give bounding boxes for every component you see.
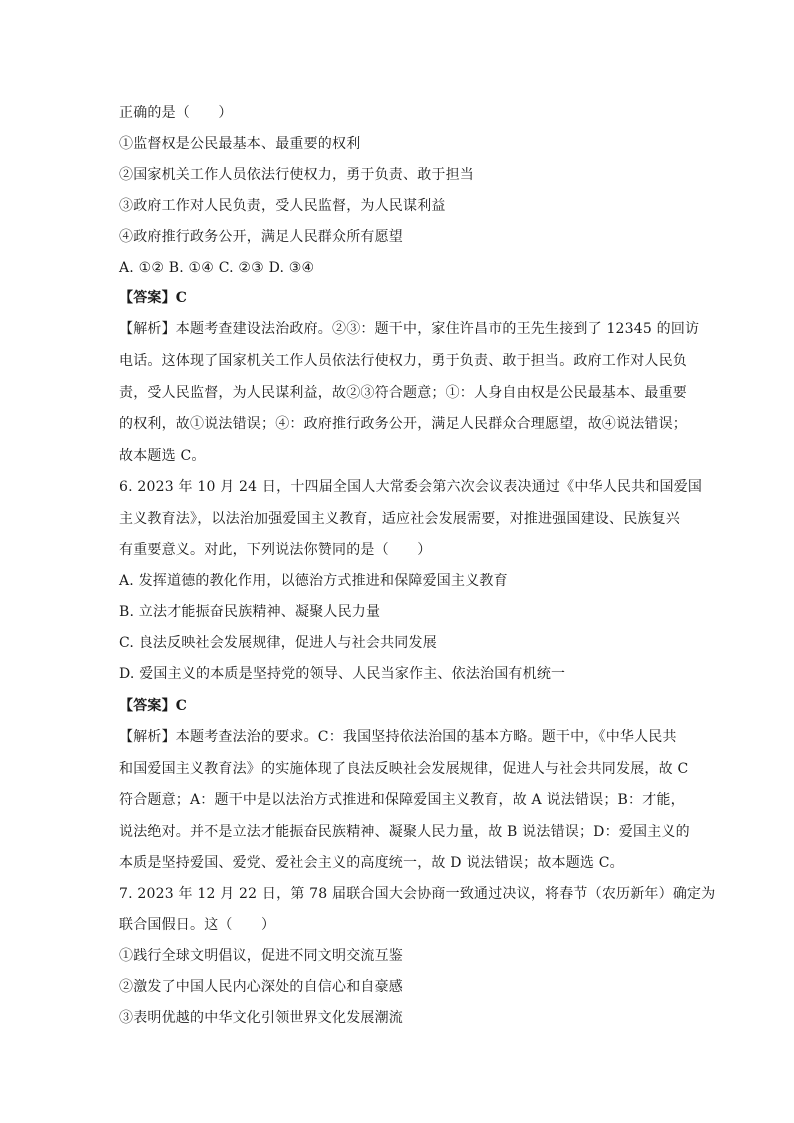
- analysis-line: 电话。这体现了国家机关工作人员依法行使权力，勇于负责、敢于担当。政府工作对人民负: [119, 353, 687, 369]
- answer-options: A. ①② B. ①④ C. ②③ D. ③④: [119, 260, 315, 276]
- analysis-line: 符合题意；A：题干中是以法治方式推进和保障爱国主义教育，故 A 说法错误；B：才能，: [119, 792, 685, 808]
- statement-1: ①监督权是公民最基本、最重要的权利: [119, 136, 361, 152]
- question-6-line: 有重要意义。对此，下列说法你赞同的是（ ）: [119, 542, 432, 558]
- answer-label: 【答案】C: [119, 698, 188, 714]
- option-b: B. 立法才能振奋民族精神、凝聚人民力量: [119, 604, 381, 620]
- statement-2: ②国家机关工作人员依法行使权力，勇于负责、敢于担当: [119, 167, 474, 183]
- question-7-line: 联合国假日。这（ ）: [119, 917, 276, 933]
- analysis-line: 责，受人民监督，为人民谋利益，故②③符合题意；①：人身自由权是公民最基本、最重要: [119, 385, 687, 401]
- statement-2: ②激发了中国人民内心深处的自信心和自豪感: [119, 979, 403, 995]
- analysis-line: 【解析】本题考查建设法治政府。②③：题干中，家住许昌市的王先生接到了 12345 的回访: [119, 321, 700, 337]
- question-7-line: 7. 2023 年 12 月 22 日，第 78 届联合国大会协商一致通过决议，将春节（农历新年）确定为: [119, 886, 716, 902]
- option-c: C. 良法反映社会发展规律，促进人与社会共同发展: [119, 635, 437, 651]
- analysis-line: 【解析】本题考查法治的要求。C：我国坚持依法治国的基本方略。题干中，《中华人民共: [119, 729, 677, 745]
- answer-label: 【答案】C: [119, 290, 188, 306]
- analysis-line: 和国爱国主义教育法》的实施体现了良法反映社会发展规律，促进人与社会共同发展，故 C: [119, 761, 689, 777]
- statement-4: ④政府推行政务公开，满足人民群众所有愿望: [119, 229, 403, 245]
- question-6-line: 主义教育法》，以法治加强爱国主义教育，适应社会发展需要，对推进强国建设、民族复兴: [119, 511, 680, 527]
- analysis-line: 故本题选 C。: [119, 448, 206, 464]
- question-stem-end: 正确的是（ ）: [119, 105, 233, 121]
- analysis-line: 的权利，故①说法错误；④：政府推行政务公开，满足人民群众合理愿望，故④说法错误；: [119, 416, 687, 432]
- question-6-line: 6. 2023 年 10 月 24 日，十四届全国人大常委会第六次会议表决通过《中华人民共和国爱国: [119, 479, 703, 495]
- analysis-line: 说法绝对。并不是立法才能振奋民族精神、凝聚人民力量，故 B 说法错误；D：爱国主义的: [119, 824, 690, 840]
- option-a: A. 发挥道德的教化作用，以德治方式推进和保障爱国主义教育: [119, 573, 508, 589]
- statement-3: ③表明优越的中华文化引领世界文化发展潮流: [119, 1010, 403, 1026]
- statement-1: ①践行全球文明倡议，促进不同文明交流互鉴: [119, 948, 403, 964]
- option-d: D. 爱国主义的本质是坚持党的领导、人民当家作主、依法治国有机统一: [119, 666, 566, 682]
- statement-3: ③政府工作对人民负责，受人民监督，为人民谋利益: [119, 198, 446, 214]
- analysis-line: 本质是坚持爱国、爱党、爱社会主义的高度统一，故 D 说法错误；故本题选 C。: [119, 855, 624, 871]
